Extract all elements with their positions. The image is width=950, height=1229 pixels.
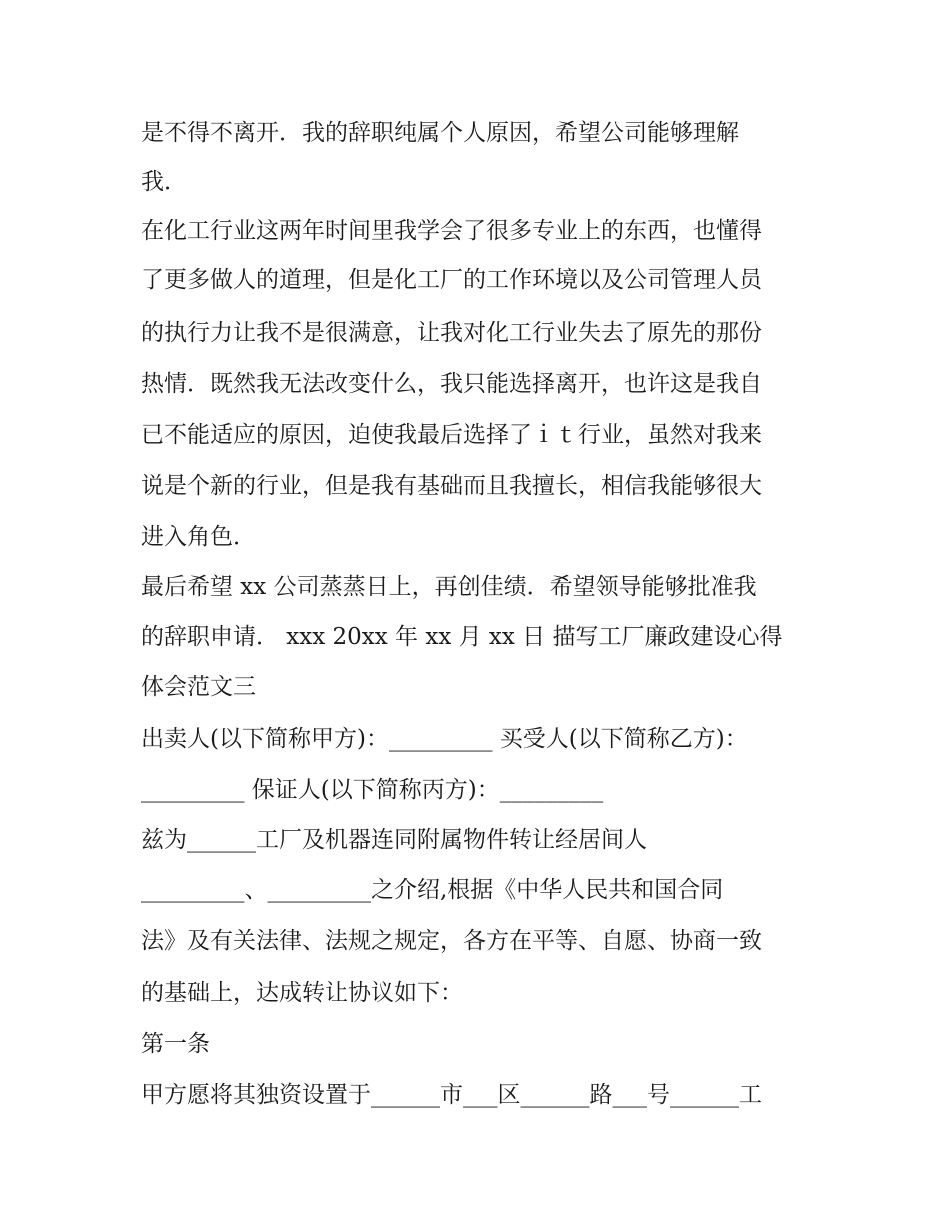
text-line: 第一条 (141, 1031, 210, 1057)
text-line: 热情．既然我无法改变什么，我只能选择离开，也许这是我自 (141, 371, 762, 397)
text-line: 兹为______工厂及机器连同附属物件转让经居间人 (141, 827, 647, 853)
text-line: 我． (141, 169, 187, 195)
text-line: 了更多做人的道理，但是化工厂的工作环境以及公司管理人员 (141, 267, 762, 293)
text-line: 在化工行业这两年时间里我学会了很多专业上的东西，也懂得 (141, 218, 762, 244)
text-line: 进入角色． (141, 524, 256, 550)
text-line: _________、_________之介绍,根据《中华人民共和国合同 (141, 877, 724, 903)
text-line: 的执行力让我不是很满意，让我对化工行业失去了原先的那份 (141, 320, 762, 346)
text-line: 甲方愿将其独资设置于______市___区______路___号______工 (141, 1082, 762, 1108)
text-line: 说是个新的行业，但是我有基础而且我擅长，相信我能够很大 (141, 473, 762, 499)
text-line: 的辞职申请． xxx 20xx 年 xx 月 xx 日 描写工厂廉政建设心得 (141, 624, 783, 650)
text-line: 法》及有关法律、法规之规定，各方在平等、自愿、协商一致 (141, 928, 762, 954)
text-line: 的基础上，达成转让协议如下： (141, 980, 463, 1006)
text-line: 体会范文三 (141, 674, 256, 700)
text-line: _________ 保证人(以下简称丙方)：_________ (141, 777, 604, 803)
text-line: 已不能适应的原因，迫使我最后选择了ｉｔ行业，虽然对我来 (141, 422, 762, 448)
text-line: 是不得不离开．我的辞职纯属个人原因，希望公司能够理解 (141, 120, 739, 146)
text-line: 最后希望 xx 公司蒸蒸日上，再创佳绩．希望领导能够批准我 (141, 574, 757, 600)
text-line: 出卖人(以下简称甲方)：_________ 买受人(以下简称乙方)： (141, 726, 748, 752)
